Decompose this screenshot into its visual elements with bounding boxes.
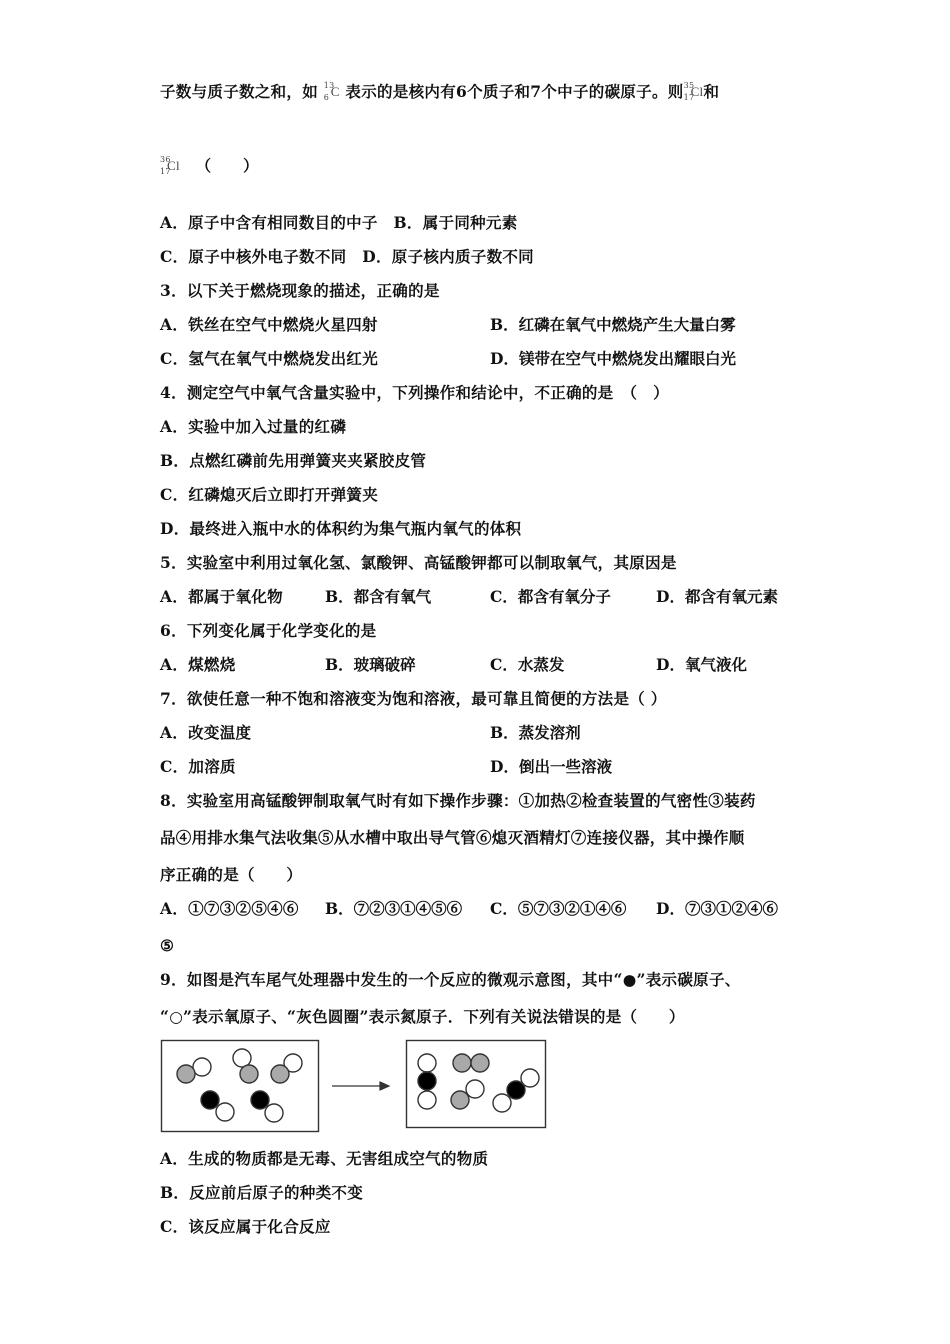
q2-stem-line-2 (160, 156, 259, 177)
carbon-atom (507, 1081, 525, 1099)
q9-stem-line-1: 9．如图是汽车尾气处理器中发生的一个反应的微观示意图，其中“●”表示碳原子、 (160, 970, 741, 989)
q8-stem-line-2: 品④用排水集气法收集⑤从水槽中取出导气管⑥熄灭酒精灯⑦连接仪器，其中操作顺 (160, 828, 745, 847)
oxygen-atom (418, 1054, 436, 1072)
carbon-atom (251, 1091, 269, 1109)
q2-stem-line (160, 82, 719, 103)
nitrogen-atom (471, 1054, 489, 1072)
oxygen-atom (418, 1091, 436, 1109)
q6-option-a: A．煤燃烧 (160, 655, 236, 674)
q8-option-d: D．⑦③①②④⑥ (656, 899, 778, 918)
q8-stem-line-1: 8．实验室用高锰酸钾制取氧气时有如下操作步骤：①加热②检查装置的气密性③装药 (160, 791, 756, 810)
oxygen-atom (493, 1094, 511, 1112)
oxygen-atom (216, 1103, 234, 1121)
q8-stem-line-3: 序正确的是（ ） (160, 865, 303, 884)
q3-option-d: D．镁带在空气中燃烧发出耀眼白光 (490, 349, 736, 368)
q5-stem: 5．实验室中利用过氧化氢、氯酸钾、高锰酸钾都可以制取氧气，其原因是 (160, 553, 677, 572)
q2-stem-part-3: 和 (703, 82, 720, 101)
q3-option-b: B．红磷在氧气中燃烧产生大量白雾 (490, 315, 736, 334)
q4-option-c: C．红磷熄灭后立即打开弹簧夹 (160, 485, 379, 504)
nitrogen-atom (177, 1065, 195, 1083)
q4-option-a: A．实验中加入过量的红磷 (160, 417, 347, 436)
q3-stem: 3．以下关于燃烧现象的描述，正确的是 (160, 281, 440, 300)
q8-option-c: C．⑤⑦③②①④⑥ (490, 899, 627, 918)
isotope-cl35: 35 17 Cl (683, 81, 704, 102)
q2-options-ab: A．原子中含有相同数目的中子 B．属于同种元素 (160, 213, 518, 232)
q5-option-b: B．都含有氧气 (325, 587, 432, 606)
q7-option-b: B．蒸发溶剂 (490, 723, 581, 742)
q6-option-b: B．玻璃破碎 (325, 655, 416, 674)
carbon-atom (201, 1091, 219, 1109)
nitrogen-atom (451, 1091, 469, 1109)
oxygen-atom (233, 1049, 251, 1067)
q4-option-b: B．点燃红磷前先用弹簧夹夹紧胶皮管 (160, 451, 427, 470)
q2-stem-part-2: 表示的是核内有6个质子和7个中子的碳原子。则 (345, 82, 684, 101)
q9-option-c: C．该反应属于化合反应 (160, 1217, 331, 1236)
q3-option-c: C．氢气在氧气中燃烧发出红光 (160, 349, 379, 368)
q9-option-a: A．生成的物质都是无毒、无害组成空气的物质 (160, 1149, 489, 1168)
q2-answer-paren: （ ） (195, 156, 259, 175)
q5-option-a: A．都属于氧化物 (160, 587, 283, 606)
products-box (407, 1041, 546, 1128)
q5-option-d: D．都含有氧元素 (656, 587, 778, 606)
q3-option-a: A．铁丝在空气中燃烧火星四射 (160, 315, 378, 334)
q9-option-b: B．反应前后原子的种类不变 (160, 1183, 364, 1202)
q7-stem: 7．欲使任意一种不饱和溶液变为饱和溶液，最可靠且简便的方法是（ ） (160, 689, 667, 708)
oxygen-atom (466, 1080, 484, 1098)
q2-stem-part-1: 子数与质子数之和，如 (160, 82, 319, 101)
nitrogen-atom (271, 1065, 289, 1083)
q7-option-c: C．加溶质 (160, 757, 236, 776)
nitrogen-atom (240, 1065, 258, 1083)
q8-option-a: A．①⑦③②⑤④⑥ (160, 899, 299, 918)
q6-stem: 6．下列变化属于化学变化的是 (160, 621, 377, 640)
isotope-c13: 13 6 C (323, 81, 340, 102)
q6-option-c: C．水蒸发 (490, 655, 565, 674)
carbon-atom (418, 1072, 436, 1090)
nitrogen-atom (453, 1054, 471, 1072)
q9-stem-line-2: “○”表示氧原子、“灰色圆圈”表示氮原子．下列有关说法错误的是（ ） (160, 1007, 685, 1026)
q6-option-d: D．氧气液化 (656, 655, 747, 674)
oxygen-atom (193, 1058, 211, 1076)
q2-options-cd: C．原子中核外电子数不同 D．原子核内质子数不同 (160, 247, 534, 266)
q5-option-c: C．都含有氧分子 (490, 587, 611, 606)
oxygen-atom (265, 1104, 283, 1122)
q7-option-a: A．改变温度 (160, 723, 252, 742)
q8-option-b: B．⑦②③①④⑤⑥ (325, 899, 463, 918)
q4-option-d: D．最终进入瓶中水的体积约为集气瓶内氧气的体积 (160, 519, 522, 538)
q8-option-d-continued: ⑤ (160, 936, 175, 955)
reactants-box (162, 1041, 319, 1132)
q7-option-d: D．倒出一些溶液 (490, 757, 612, 776)
reaction-diagram (160, 1039, 552, 1135)
isotope-cl36: 36 17 Cl (160, 155, 180, 176)
q4-stem: 4．测定空气中氧气含量实验中，下列操作和结论中，不正确的是 （ ） (160, 383, 669, 402)
reaction-arrow (332, 1082, 389, 1090)
